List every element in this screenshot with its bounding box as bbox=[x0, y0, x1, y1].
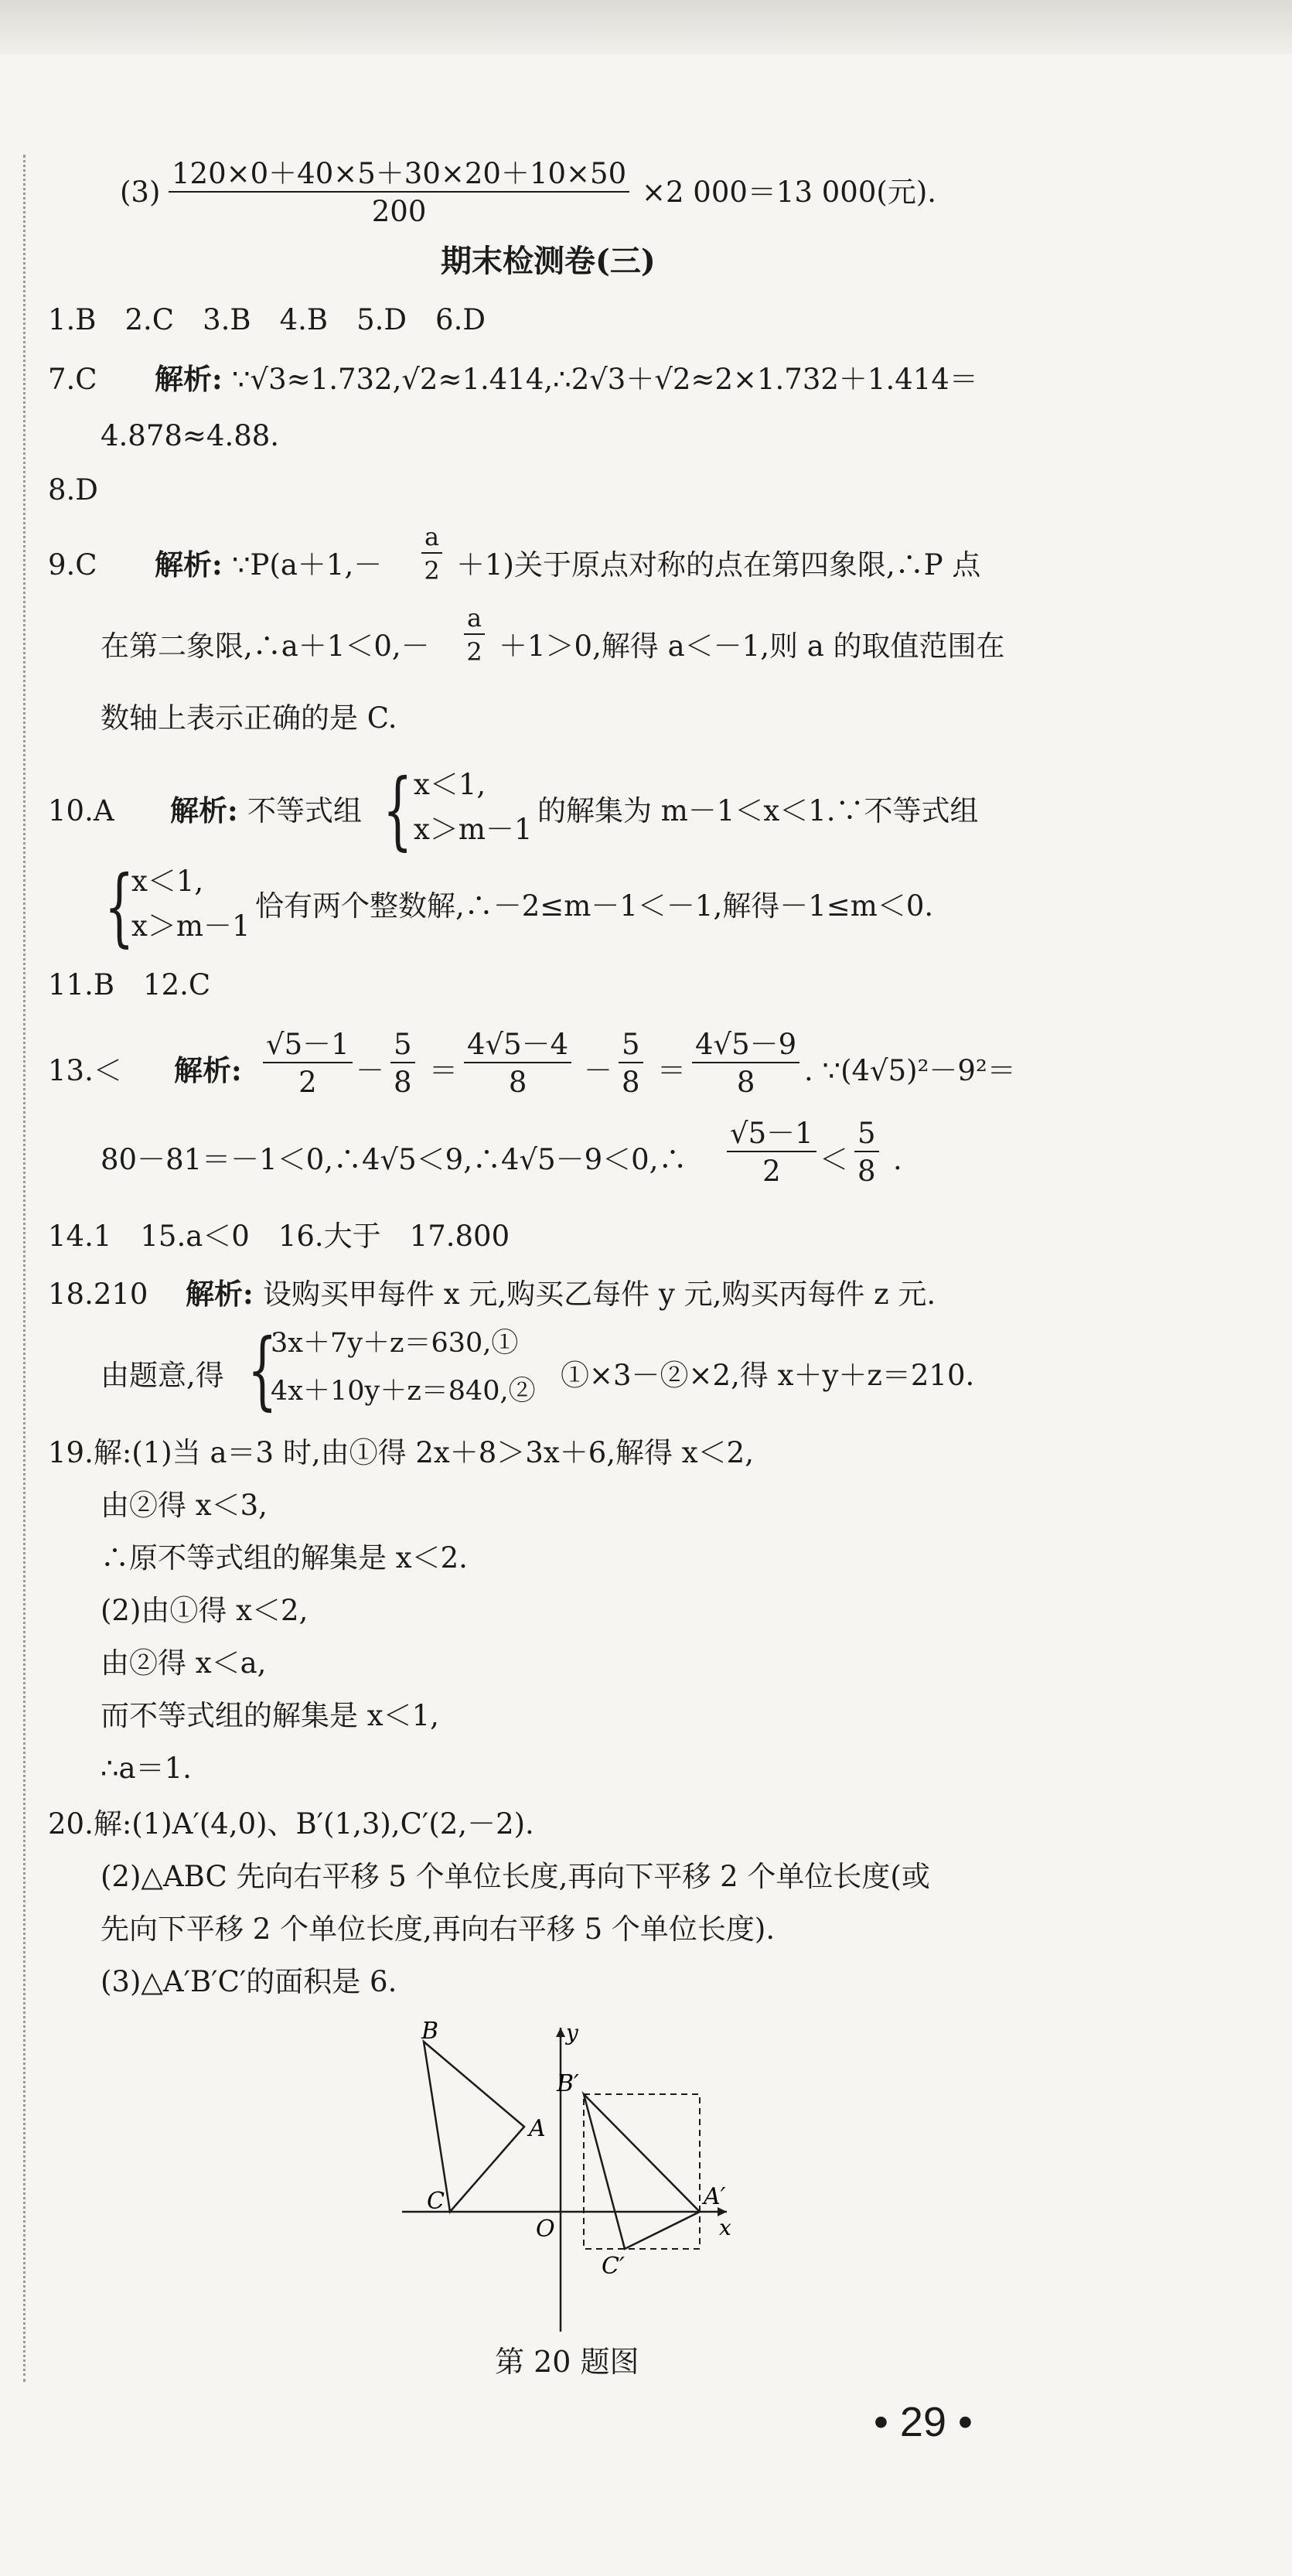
label-o: O bbox=[536, 2216, 555, 2243]
answer-19-line4: (2)由①得 x＜2, bbox=[101, 1594, 309, 1627]
y-axis-arrow bbox=[556, 2028, 565, 2037]
answer-19-line7: ∴a＝1. bbox=[101, 1752, 192, 1785]
answer-3-line: (3) $\frac{120\times 0+40\times 5+30\times 20+10\times 50}{200}$ ×2 000＝13 000(元). bbox=[120, 157, 937, 228]
page-number: • 29 • bbox=[874, 2399, 973, 2445]
answer-10-line2: { x＜1, x＞m－1 恰有两个整数解,∴－2≤m－1＜－1,解得－1≤m＜0. bbox=[104, 857, 934, 956]
answer-18: 18.210 解析: 设购买甲每件 x 元,购买乙每件 y 元,购买丙每件 z 元. bbox=[48, 1277, 936, 1311]
label-a-prime: A′ bbox=[704, 2183, 726, 2210]
label-y: y bbox=[566, 2020, 578, 2045]
answer-8: 8.D bbox=[48, 473, 98, 507]
label-x: x bbox=[719, 2215, 731, 2240]
label-a: A bbox=[529, 2115, 546, 2142]
top-scan-band bbox=[0, 0, 1292, 54]
answer-19-line5: 由②得 x＜a, bbox=[101, 1646, 267, 1680]
label-c: C bbox=[427, 2188, 445, 2215]
label-b: B bbox=[421, 2018, 439, 2045]
answer-10: 10.A 解析: 不等式组 { x＜1, x＞m－1 的解集为 m－1＜x＜1.∵不等式组 bbox=[48, 760, 979, 859]
answer-9: 9.C 解析: ∵P(a＋1,－ $\frac{a}{2}$ ＋1)关于原点对称的点在第四象限,∴P 点 bbox=[48, 522, 981, 585]
answers-1-6: 1.B 2.C 3.B 4.B 5.D 6.D bbox=[48, 303, 486, 336]
answers-11-12: 11.B 12.C bbox=[48, 968, 211, 1001]
answer-19-line3: ∴原不等式组的解集是 x＜2. bbox=[101, 1541, 468, 1575]
question-20-figure bbox=[387, 2011, 750, 2335]
answer-19-line2: 由②得 x＜3, bbox=[101, 1489, 268, 1522]
answer-18-system: 由题意,得 { 3x＋7y＋z＝630,① 4x＋10y＋z＝840,② ①×3－②×2,得 x＋y＋z＝210. bbox=[101, 1320, 975, 1419]
answer-19-line1: 19.解:(1)当 a＝3 时,由①得 2x＋8＞3x＋6,解得 x＜2, bbox=[48, 1436, 754, 1469]
answer-7: 7.C 解析: ∵√3≈1.732,√2≈1.414,∴2√3＋√2≈2×1.732＋1.414＝ bbox=[48, 362, 978, 396]
label-c-prime: C′ bbox=[602, 2253, 625, 2280]
answers-14-17: 14.1 15.a＜0 16.大于 17.800 bbox=[48, 1220, 510, 1253]
dashed-rectangle bbox=[584, 2094, 700, 2249]
answer-9-line3: 数轴上表示正确的是 C. bbox=[101, 701, 397, 735]
answer-7-cont: 4.878≈4.88. bbox=[101, 419, 280, 452]
answer-13-line2: 80－81＝－1＜0,∴4√5＜9,∴4√5－9＜0,∴ $\frac{√5-1}{2}$ ＜ $\frac{5}{8}$ . bbox=[101, 1117, 902, 1188]
triangle-abc bbox=[424, 2042, 524, 2212]
answer-20-line1: 20.解:(1)A′(4,0)、B′(1,3),C′(2,－2). bbox=[48, 1807, 534, 1841]
answer-19-line6: 而不等式组的解集是 x＜1, bbox=[101, 1699, 439, 1732]
triangle-abc-prime bbox=[584, 2094, 700, 2249]
answer-9-line2: 在第二象限,∴a＋1＜0,－ $\frac{a}{2}$ ＋1＞0,解得 a＜－1,则 a 的取值范围在 bbox=[101, 603, 1005, 667]
answer-13: 13.＜ 解析: $\frac{√5-1}{2}$ － $\frac{5}{8}$ ＝ $\frac{4√5-4}{8}$ － $\frac{5}{8}$ ＝ $\frac{4√5-9}{8}$ . ∵(4√5)²－9²＝ bbox=[48, 1028, 1016, 1099]
answer-20-line4: (3)△A′B′C′的面积是 6. bbox=[101, 1965, 397, 1998]
section-title: 期末检测卷(三) bbox=[441, 243, 656, 279]
answer-20-line3: 先向下平移 2 个单位长度,再向右平移 5 个单位长度). bbox=[101, 1912, 776, 1946]
answer-20-line2: (2)△ABC 先向右平移 5 个单位长度,再向下平移 2 个单位长度(或 bbox=[101, 1860, 930, 1893]
answer-3-fraction: $\frac{120\times 0+40\times 5+30\times 20+10\times 50}{200}$ bbox=[169, 159, 629, 226]
label-b-prime: B′ bbox=[557, 2070, 579, 2097]
figure-caption: 第 20 题图 bbox=[495, 2345, 639, 2379]
